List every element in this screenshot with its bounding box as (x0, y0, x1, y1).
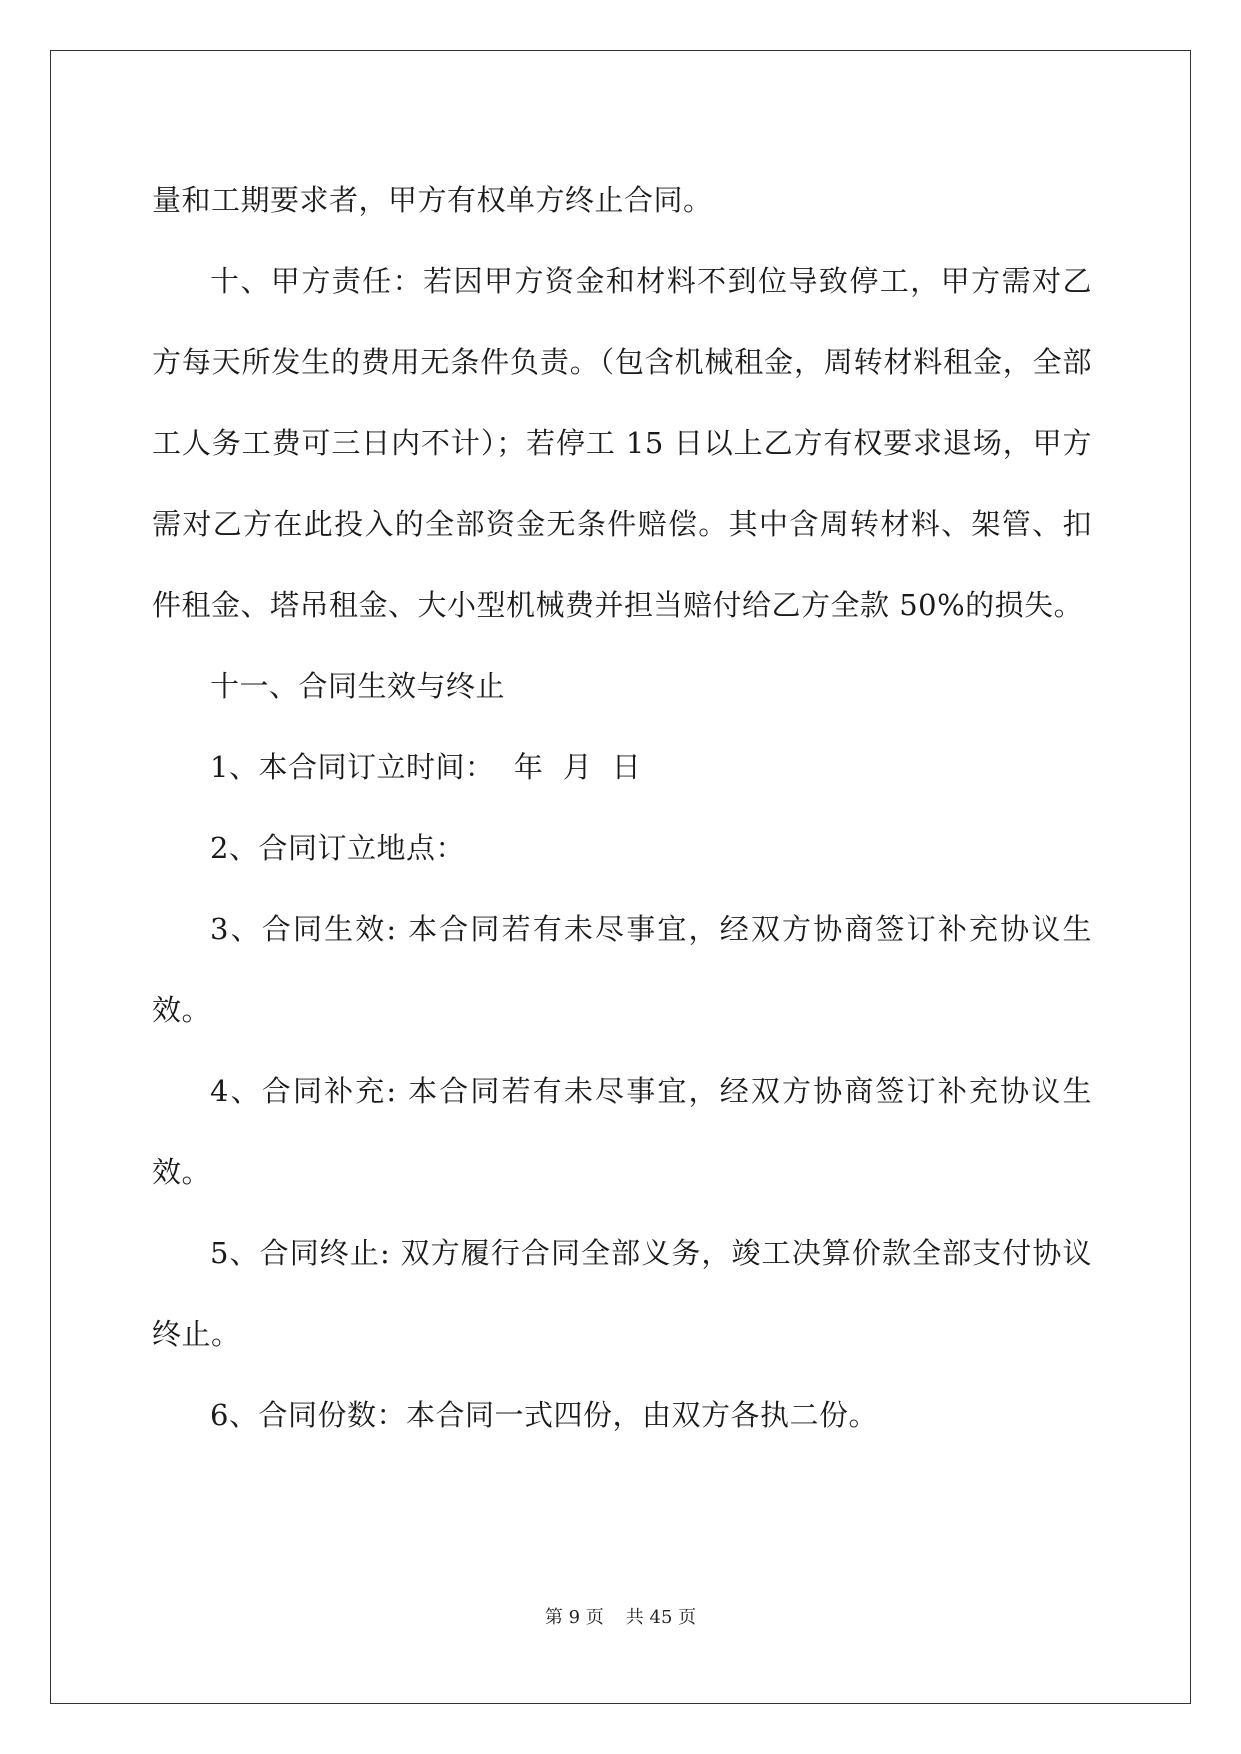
paragraph: 5、合同终止: 双方履行合同全部义务，竣工决算价款全部支付协议终止。 (152, 1236, 1092, 1351)
document-body (152, 160, 1092, 1456)
paragraph: 3、合同生效: 本合同若有未尽事宜，经双方协商签订补充协议生效。 (152, 912, 1092, 1027)
page-total: 共 45 页 (625, 1607, 697, 1628)
paragraph: 4、合同补充: 本合同若有未尽事宜，经双方协商签订补充协议生效。 (152, 1074, 1092, 1189)
paragraph: 1、本合同订立时间： 年 月 日 (210, 750, 642, 784)
paragraph: 十、甲方责任：若因甲方资金和材料不到位导致停工，甲方需对乙方每天所发生的费用无条件负责。（包含机械租金，周转材料租金，全部工人务工费可三日内不计）；若停工 15 日以上乙方有权要求退场，甲方需对乙方在此投入的全部资金无条件赔偿。其中含周转材料、架管、扣件租金、塔吊租金、大小型机械费并担当赔付给乙方全款 50%的损失。 (152, 264, 1092, 622)
paragraph: 6、合同份数：本合同一式四份，由双方各执二份。 (210, 1398, 878, 1432)
section-heading: 十一、合同生效与终止 (210, 669, 506, 703)
page-footer (0, 1603, 1241, 1629)
page-number: 第 9 页 (544, 1607, 604, 1628)
paragraph: 2、合同订立地点： (210, 831, 465, 865)
paragraph: 量和工期要求者，甲方有权单方终止合同。 (152, 183, 713, 217)
